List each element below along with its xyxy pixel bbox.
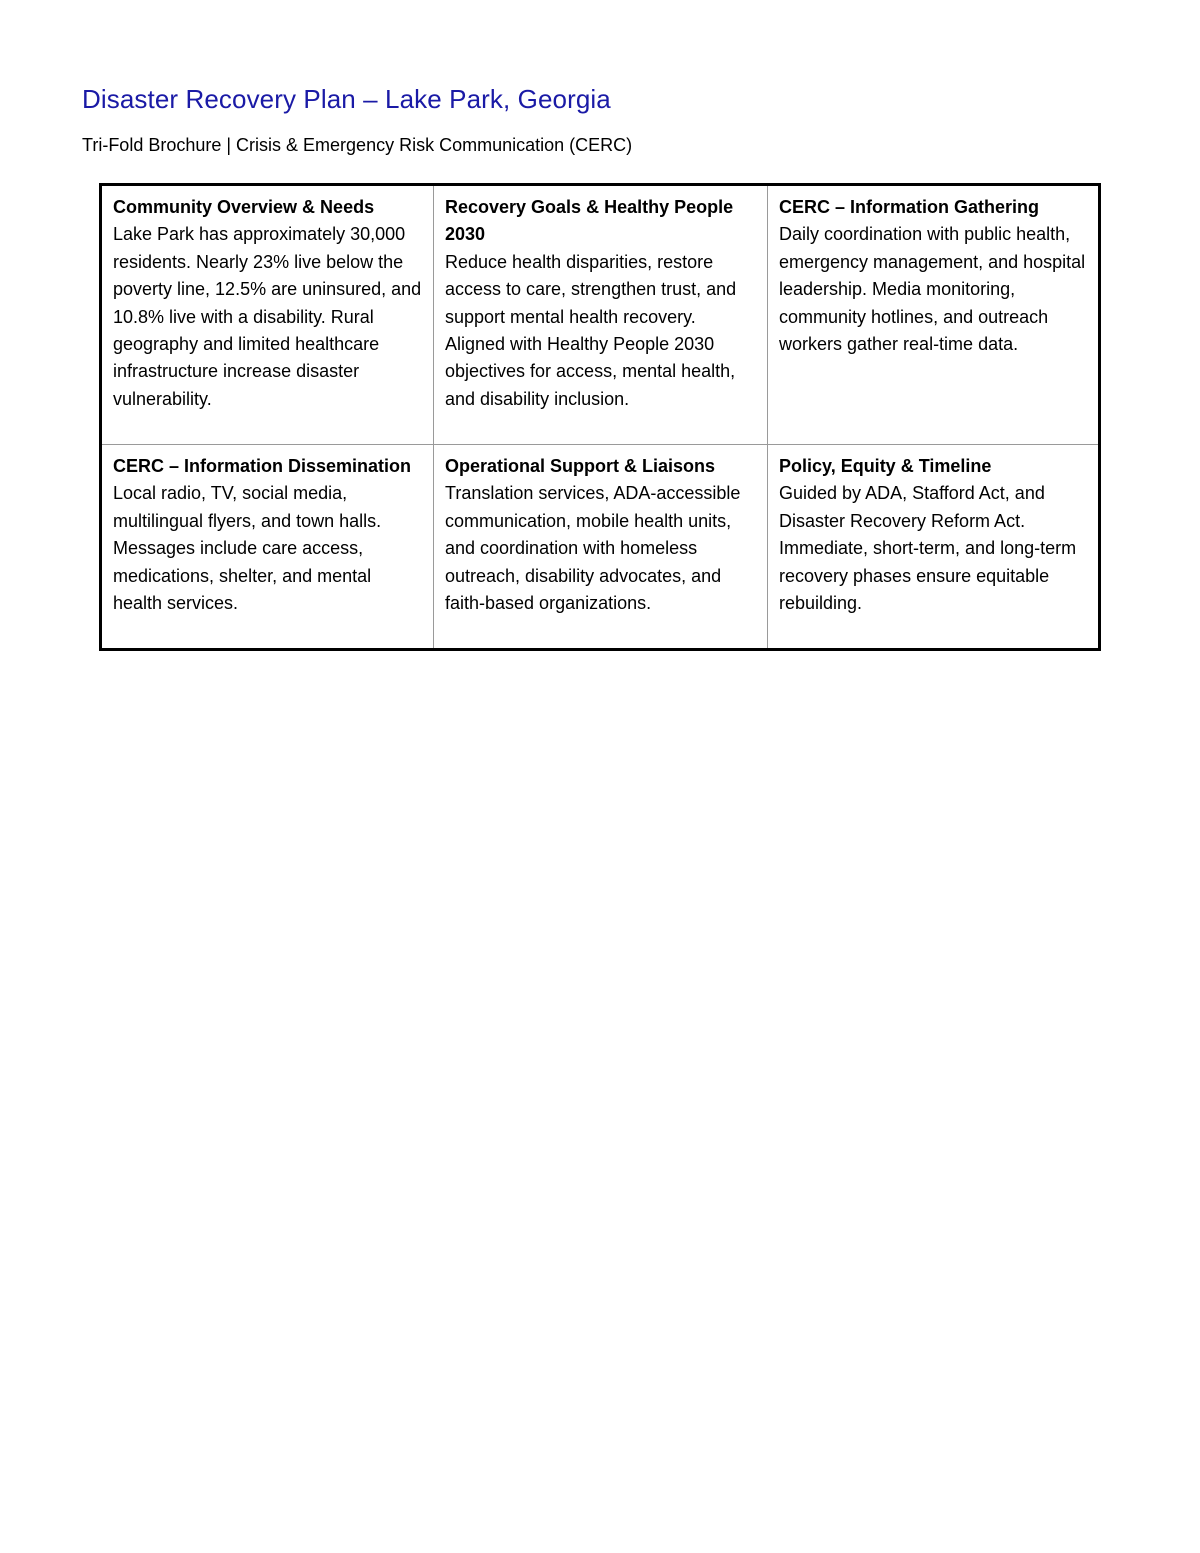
document-title: Disaster Recovery Plan – Lake Park, Georgia	[82, 84, 611, 114]
panel-policy-equity-timeline	[768, 445, 1098, 648]
panel-body: Lake Park has approximately 30,000 residents. Nearly 23% live below the poverty line, 12.5% are uninsured, and 10.8% live with a disability. Rural geography and limited healthcare infrastructure increase disaster vulnerability.	[113, 224, 422, 409]
panel-body: Reduce health disparities, restore access to care, strengthen trust, and support mental health recovery. Aligned with Healthy People 2030 objectives for access, mental health, and disability inclusion.	[445, 251, 737, 409]
panel-heading: CERC – Information Dissemination	[113, 456, 412, 476]
panel-heading: CERC – Information Gathering	[779, 197, 1040, 217]
panel-community-overview	[102, 186, 434, 445]
panel-body: Translation services, ADA-accessible communication, mobile health units, and coordination with homeless outreach, disability advocates, and faith-based organizations.	[445, 483, 741, 614]
panel-operational-support	[434, 445, 768, 648]
panel-heading: Community Overview & Needs	[113, 197, 375, 217]
panel-heading: Recovery Goals & Healthy People 2030	[445, 197, 734, 245]
brochure-panels-table	[99, 183, 1101, 651]
panel-information-gathering	[768, 186, 1098, 445]
panel-information-dissemination	[102, 445, 434, 648]
panel-recovery-goals	[434, 186, 768, 445]
document-subtitle: Tri-Fold Brochure | Crisis & Emergency Risk Communication (CERC)	[82, 135, 633, 155]
panel-body: Daily coordination with public health, emergency management, and hospital leadership. Media monitoring, community hotlines, and outreach workers gather real-time data.	[779, 224, 1086, 355]
panel-heading: Policy, Equity & Timeline	[779, 456, 992, 476]
panel-body: Local radio, TV, social media, multilingual flyers, and town halls. Messages include care access, medications, shelter, and mental health services.	[113, 483, 382, 614]
panel-heading: Operational Support & Liaisons	[445, 456, 716, 476]
panel-body: Guided by ADA, Stafford Act, and Disaster Recovery Reform Act. Immediate, short-term, and long-term recovery phases ensure equitable rebuilding.	[779, 483, 1077, 614]
